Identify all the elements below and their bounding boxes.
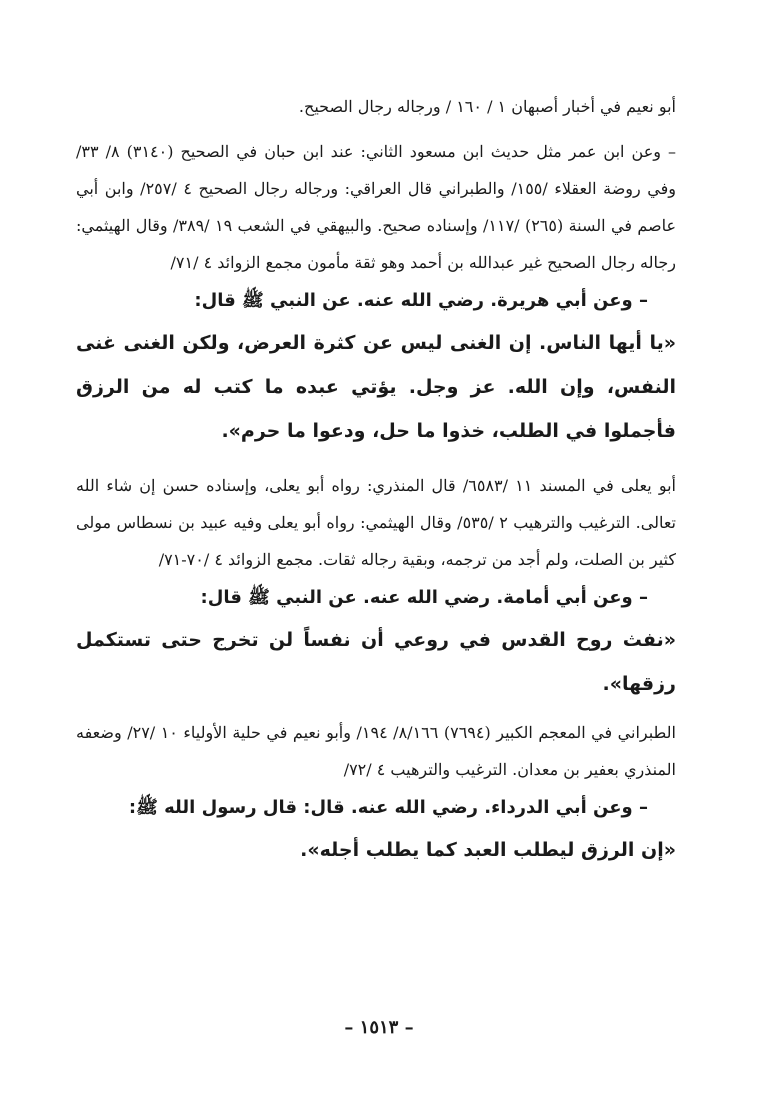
hadith-commentary-tabarani: الطبراني في المعجم الكبير (٧٦٩٤) ٨/١٦٦/ ١٩٤/ وأبو نعيم في حلية الأولياء ١٠ /٢٧/ وضعفه المنذري بعفير بن معدان. الترغيب والترهيب ٤ /٧٢/ [76,723,677,779]
hadith-text-abu-hurayra: «يا أيها الناس. إن الغنى ليس عن كثرة العرض، ولكن الغنى غنى النفس، وإن الله. عز وجل. يؤتي عبده ما كتب له من الرزق فأجملوا في الطلب، خذوا ما حل، ودعوا ما حرم». [76,332,676,442]
hadith-commentary-ibn-umar: – وعن ابن عمر مثل حديث ابن مسعود الثاني: عند ابن حبان في الصحيح (٣١٤٠) ٨/ ٣٣/ وفي روضة العقلاء /١٥٥/ والطبراني قال العراقي: ورجاله رجال الصحيح ٤ /٢٥٧/ وابن أبي عاصم في السنة (٢٦٥) /١١٧/ وإسناده صحيح. والبيهقي في الشعب ١٩ /٣٨٩/ وقال الهيثمي: رجاله رجال الصحيح غير عبدالله بن أحمد وهو ثقة مأمون مجمع الزوائد ٤ /٧١/ [76,142,677,272]
hadith-text-abu-umama: «نفث روح القدس في روعي أن نفساً لن تخرج حتى تستكمل رزقها». [76,629,676,695]
page-number: – ١٥١٣ – [344,1017,414,1038]
source-note-abu-nuaym: أبو نعيم في أخبار أصبهان ١ / ١٦٠ / ورجاله رجال الصحيح. [298,97,676,116]
hadith-commentary-abu-yala: أبو يعلى في المسند ١١ /٦٥٨٣/ قال المنذري: رواه أبو يعلى، وإسناده حسن إن شاء الله تعالى. الترغيب والترهيب ٢ /٥٣٥/ وقال الهيثمي: رواه أبو يعلى وفيه عبيد بن نسطاس مولى كثير بن الصلت، ولم أجد من ترجمه، وبقية رجاله ثقات. مجمع الزوائد ٤ /٧٠-٧١/ [76,476,677,569]
narration-heading-abu-darda: – وعن أبي الدرداء. رضي الله عنه. قال: قال رسول الله ﷺ: [128,797,648,818]
hadith-text-abu-darda: «إن الرزق ليطلب العبد كما يطلب أجله». [300,839,676,861]
narration-heading-abu-hurayra: – وعن أبي هريرة. رضي الله عنه. عن النبي ﷺ قال: [194,290,648,311]
page-body [76,88,676,872]
narration-heading-abu-umama: – وعن أبي أمامة. رضي الله عنه. عن النبي ﷺ قال: [200,587,648,608]
